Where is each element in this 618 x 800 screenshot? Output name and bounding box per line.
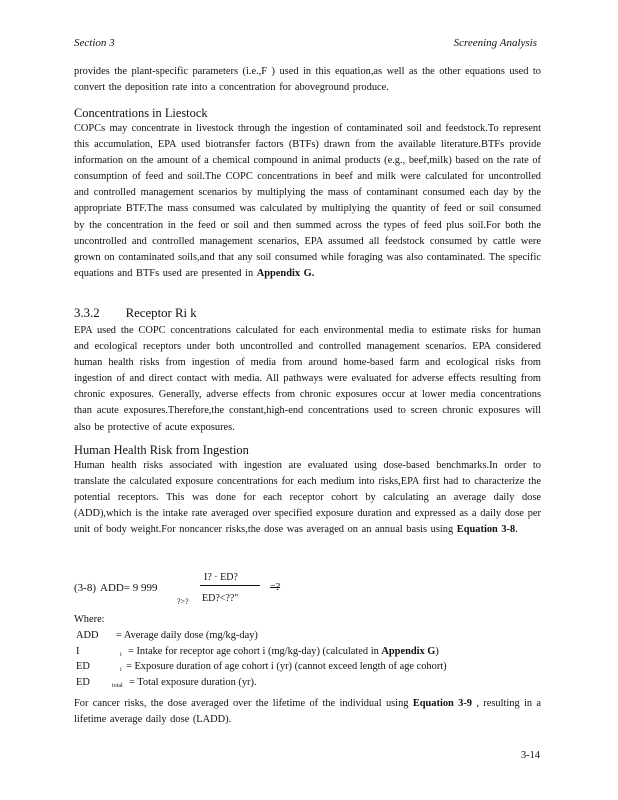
section-header: Section 3 (74, 37, 115, 49)
equation-lhs: ADD= 9 999 (100, 582, 158, 594)
appendix-g-reference: Appendix G. (256, 267, 315, 279)
equation-numerator: I? · ED? (204, 572, 238, 583)
equation-3-8-reference: Equation 3-8 (456, 524, 516, 536)
definition-subscript: i (120, 651, 122, 658)
cancer-text: For cancer risks, the dose averaged over the lifetime of the individual using (74, 698, 409, 709)
definition-text: = Total exposure duration (yr). (129, 676, 257, 688)
appendix-g-reference: Appendix G (381, 645, 436, 657)
definition-text: = Intake for receptor age cohort i (mg/kg-day) (calculated in (128, 645, 382, 657)
human-health-text: Human health risks associated with ingestion are evaluated using dose-based benchmarks.In order to translate the calculated exposure concentrations for each medium into risks,EPA first had to characterize the potential receptors. This was done for each receptor cohort by calculating an average daily dose (ADD),which is the intake rate averaged over specified exposure duration and expressed as a daily dose per unit of body weight.For noncancer risks,the dose was averaged on an annual basis using (74, 460, 541, 536)
equation-extra: =? (270, 582, 281, 593)
livestock-heading: Concentrations in Liestock (74, 106, 208, 120)
definition-symbol: ADD (76, 630, 99, 641)
section-title: Receptor Ri k (125, 306, 197, 320)
intro-paragraph: provides the plant-specific parameters (i.e.,F ) used in this equation,as well as the other equations used to convert the deposition rate into a concentration for aboveground produce. (74, 66, 541, 94)
where-label: Where: (74, 614, 105, 625)
equation-3-9-reference: Equation 3-9 (412, 698, 472, 709)
definition-subscript: i (120, 667, 122, 673)
receptor-risk-heading (74, 306, 197, 321)
equation-3-8 (74, 572, 374, 608)
livestock-text: COPCs may concentrate in livestock through the ingestion of contaminated soil and feedstock.To represent this accumulation, EPA used biotransfer factors (BTFs) drawn from the available literature.BTFs provide information on the amount of a chemical compound in animal products (e.g., beef,milk) based on the rate of consumption of feed and soil.The COPC concentrations in beef and milk were calculated for uncontrolled and controlled management scenarios by multiplying the mass of contaminant consumed each day by the appropriate BTF.The mass consumed was calculated by multiplying the quantity of feed or soil consumed by the concentration in the feed or soil and then summed across the types of feed plus soil.For both the uncontrolled and controlled management scenarios, EPA assumed all feedstock consumed by cattle were grown on contaminated soils,and that any soil consumed while foraging was also contaminated. The specific equations and BTFs used are presented in (74, 123, 541, 279)
receptor-paragraph: EPA used the COPC concentrations calculated for each environmental media to estimate risks for human and ecological receptors under both uncontrolled and controlled management scenarios. EPA considered human health risks from ingestion of media from around home-based farm and ecological risks from ingestion of and direct contact with media. All pathways were evaluated for adverse effects resulting from chronic exposures. Generally, adverse effects from chronic exposures occur at lower media concentrations than acute exposures.Therefore,the constant,high-end concentrations used to screen chronic exposures will also be protective of acute exposures. (74, 325, 541, 433)
definition-text-end: ) (435, 645, 439, 657)
definition-symbol: I (76, 645, 80, 657)
human-health-paragraph (74, 458, 541, 538)
equation-label: (3-8) (74, 582, 96, 594)
definition-subscript: total (112, 682, 123, 689)
human-health-heading: Human Health Risk from Ingestion (74, 443, 249, 457)
chapter-header: Screening Analysis (453, 37, 537, 49)
livestock-paragraph (74, 121, 541, 282)
section-number: 3.3.2 (74, 306, 100, 320)
cancer-text-end: , resulting in a lifetime average daily dose (LADD). (74, 698, 541, 726)
definition-text-group (128, 644, 439, 660)
fraction-bar (200, 585, 260, 586)
equation-denominator: ED?<??" (202, 593, 239, 604)
definition-symbol: ED (76, 661, 90, 672)
page-number: 3-14 (520, 750, 540, 761)
definition-text: = Average daily dose (mg/kg-day) (116, 630, 258, 641)
cancer-paragraph (74, 696, 541, 728)
definition-symbol: ED (76, 676, 90, 688)
definition-text: = Exposure duration of age cohort i (yr) (cannot exceed length of age cohort) (126, 661, 447, 672)
sentence-end: . (515, 524, 518, 536)
equation-sum-subscript: ?>? (177, 597, 189, 606)
